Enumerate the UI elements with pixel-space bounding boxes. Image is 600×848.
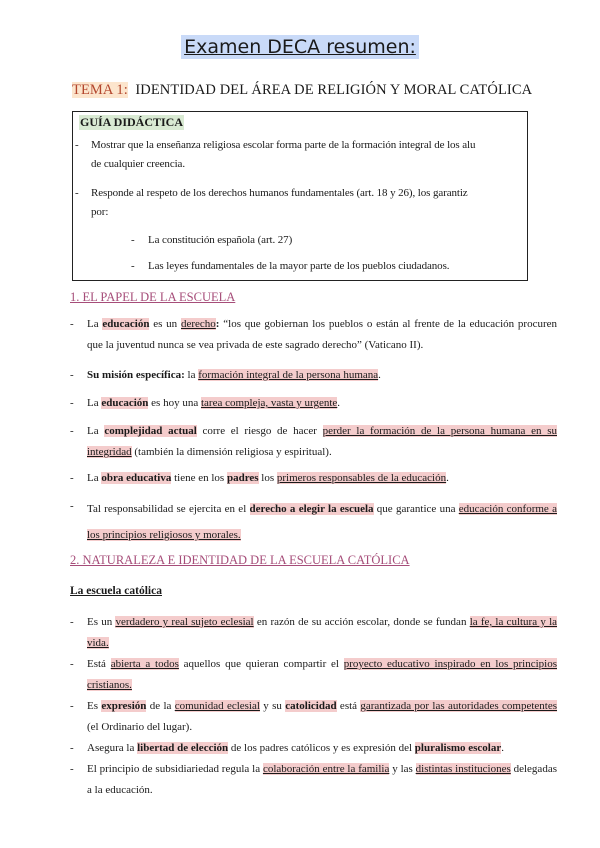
bullet-dash: - xyxy=(70,397,74,409)
bullet-dash: - xyxy=(131,234,135,246)
list-item: Es un verdadero y real sujeto eclesial en razón de su acción escolar, donde se fundan la fe, la cultura y la vida. xyxy=(87,616,558,649)
list-item: La obra educativa tiene en los padres los primeros responsables de la educación. xyxy=(87,472,449,484)
guide-subitem: Las leyes fundamentales de la mayor parte de los pueblos ciudadanos. xyxy=(148,260,450,272)
topic-heading xyxy=(72,82,532,99)
bullet-dash: - xyxy=(70,500,74,512)
topic-title: IDENTIDAD DEL ÁREA DE RELIGIÓN Y MORAL CATÓLICA xyxy=(135,82,533,98)
guide-subitem: La constitución española (art. 27) xyxy=(148,234,293,246)
document-title: Examen DECA resumen: xyxy=(0,36,600,58)
list-item: La complejidad actual corre el riesgo de hacer perder la formación de la persona humana en su integridad (también la dimensión religiosa y espiritual). xyxy=(87,425,557,458)
list-item: Está abierta a todos aquellos que quieran compartir el proyecto educativo inspirado en los principios cristianos. xyxy=(87,658,557,691)
list-item: Asegura la libertad de elección de los padres católicos y es expresión del pluralismo escolar. xyxy=(87,742,504,754)
bullet-dash: - xyxy=(131,260,135,272)
list-item: La educación es un derecho: “los que gobiernan los pueblos o están al frente de la educación procuren que la juventud nunca se vea privada de este sagrado derecho” (Vaticano II). xyxy=(87,318,557,351)
bullet-dash: - xyxy=(70,658,74,670)
guide-line: por: xyxy=(91,206,109,218)
bullet-dash: - xyxy=(70,369,74,381)
topic-label: TEMA 1: xyxy=(72,82,128,98)
subsection-heading: La escuela católica xyxy=(70,585,162,597)
guide-box xyxy=(72,111,528,281)
bullet-dash: - xyxy=(70,700,74,712)
section-heading: 2. NATURALEZA E IDENTIDAD DE LA ESCUELA CATÓLICA xyxy=(70,553,410,567)
bullet-dash: - xyxy=(70,763,74,775)
guide-line: Mostrar que la enseñanza religiosa escolar forma parte de la formación integral de los alu xyxy=(91,139,476,151)
list-item: Tal responsabilidad se ejercita en el derecho a elegir la escuela que garantice una educación conforme a los principios religiosos y morales. xyxy=(87,503,557,541)
bullet-dash: - xyxy=(70,425,74,437)
guide-line: de cualquier creencia. xyxy=(91,158,185,170)
bullet-dash: - xyxy=(70,616,74,628)
list-item: El principio de subsidiariedad regula la colaboración entre la familia y las distintas instituciones delegadas a la educación. xyxy=(87,763,557,796)
list-item: La educación es hoy una tarea compleja, vasta y urgente. xyxy=(87,397,341,409)
bullet-dash: - xyxy=(70,318,74,330)
guide-line: Responde al respeto de los derechos humanos fundamentales (art. 18 y 26), los garantiz xyxy=(91,187,468,199)
bullet-dash: - xyxy=(75,187,79,199)
bullet-dash: - xyxy=(70,472,74,484)
bullet-dash: - xyxy=(75,139,79,151)
bullet-dash: - xyxy=(70,742,74,754)
guide-heading: GUÍA DIDÁCTICA xyxy=(80,115,184,129)
list-item: Su misión específica: la formación integral de la persona humana. xyxy=(87,369,381,381)
list-item: Es expresión de la comunidad eclesial y su catolicidad está garantizada por las autoridades competentes (el Ordinario del lugar). xyxy=(87,700,558,733)
section-heading: 1. EL PAPEL DE LA ESCUELA xyxy=(70,290,236,304)
